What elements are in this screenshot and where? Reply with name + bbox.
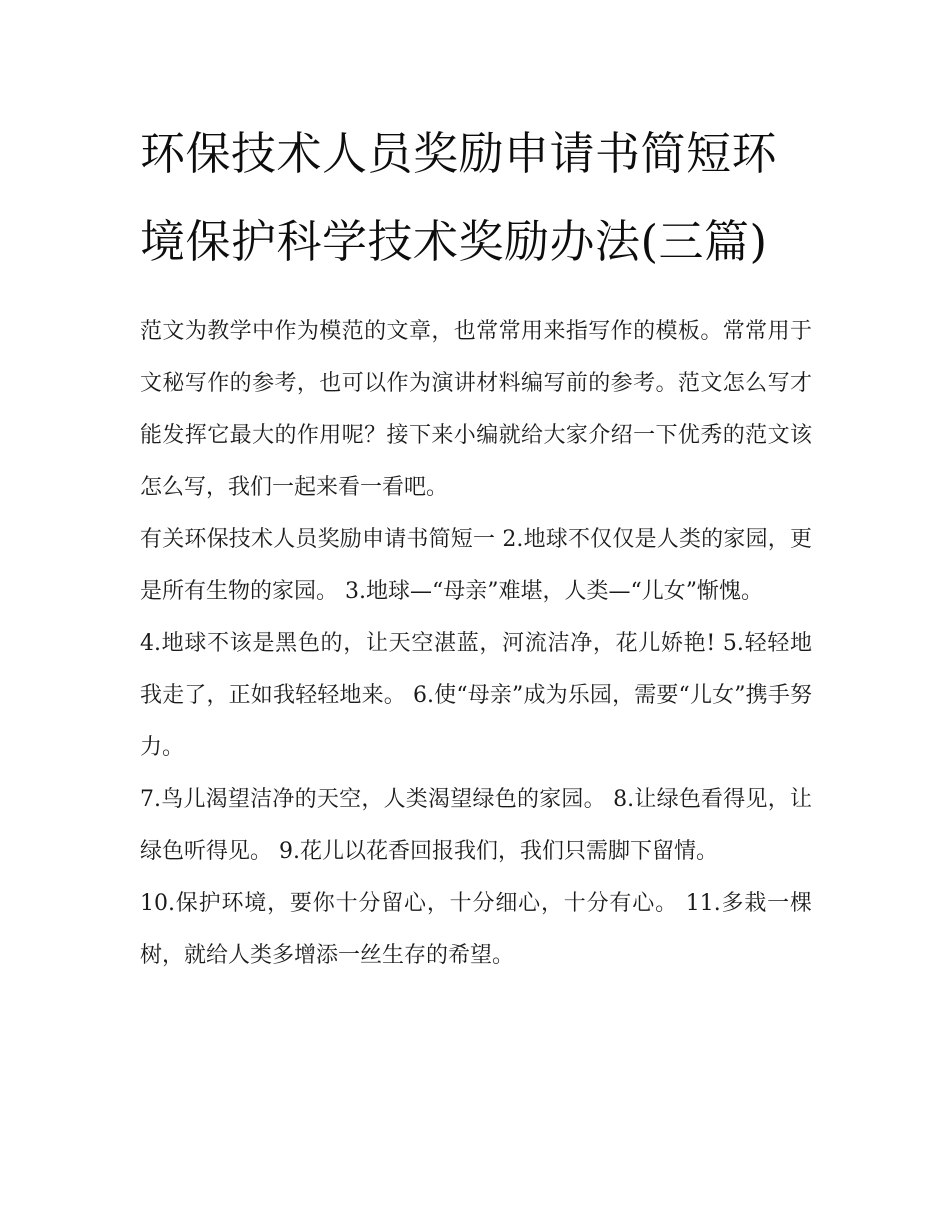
paragraph-slogans-4-6: 4.地球不该是黑色的，让天空湛蓝，河流洁净，花儿娇艳! 5.轻轻地我走了，正如我轻轻地来。 6.使“母亲”成为乐园，需要“儿女”携手努力。 bbox=[140, 631, 812, 760]
document-page bbox=[140, 110, 812, 982]
paragraph-slogans-2-3: 有关环保技术人员奖励申请书简短一 2.地球不仅仅是人类的家园，更是所有生物的家园。 3.地球—“母亲”难堪，人类—“儿女”惭愧。 bbox=[140, 527, 812, 604]
paragraph-intro: 范文为教学中作为模范的文章，也常常用来指写作的模板。常常用于文秘写作的参考，也可以作为演讲材料编写前的参考。范文怎么写才能发挥它最大的作用呢？接下来小编就给大家介绍一下优秀的范文该怎么写，我们一起来看一看吧。 bbox=[140, 319, 812, 500]
document-body bbox=[140, 306, 812, 982]
document-title: 环保技术人员奖励申请书简短环境保护科学技术奖励办法(三篇) bbox=[140, 127, 778, 268]
paragraph-slogans-10-11: 10.保护环境，要你十分留心，十分细心，十分有心。 11.多栽一棵树，就给人类多增添一丝生存的希望。 bbox=[140, 891, 812, 968]
paragraph-slogans-7-9: 7.鸟儿渴望洁净的天空，人类渴望绿色的家园。 8.让绿色看得见，让绿色听得见。 9.花儿以花香回报我们，我们只需脚下留情。 bbox=[140, 787, 812, 864]
